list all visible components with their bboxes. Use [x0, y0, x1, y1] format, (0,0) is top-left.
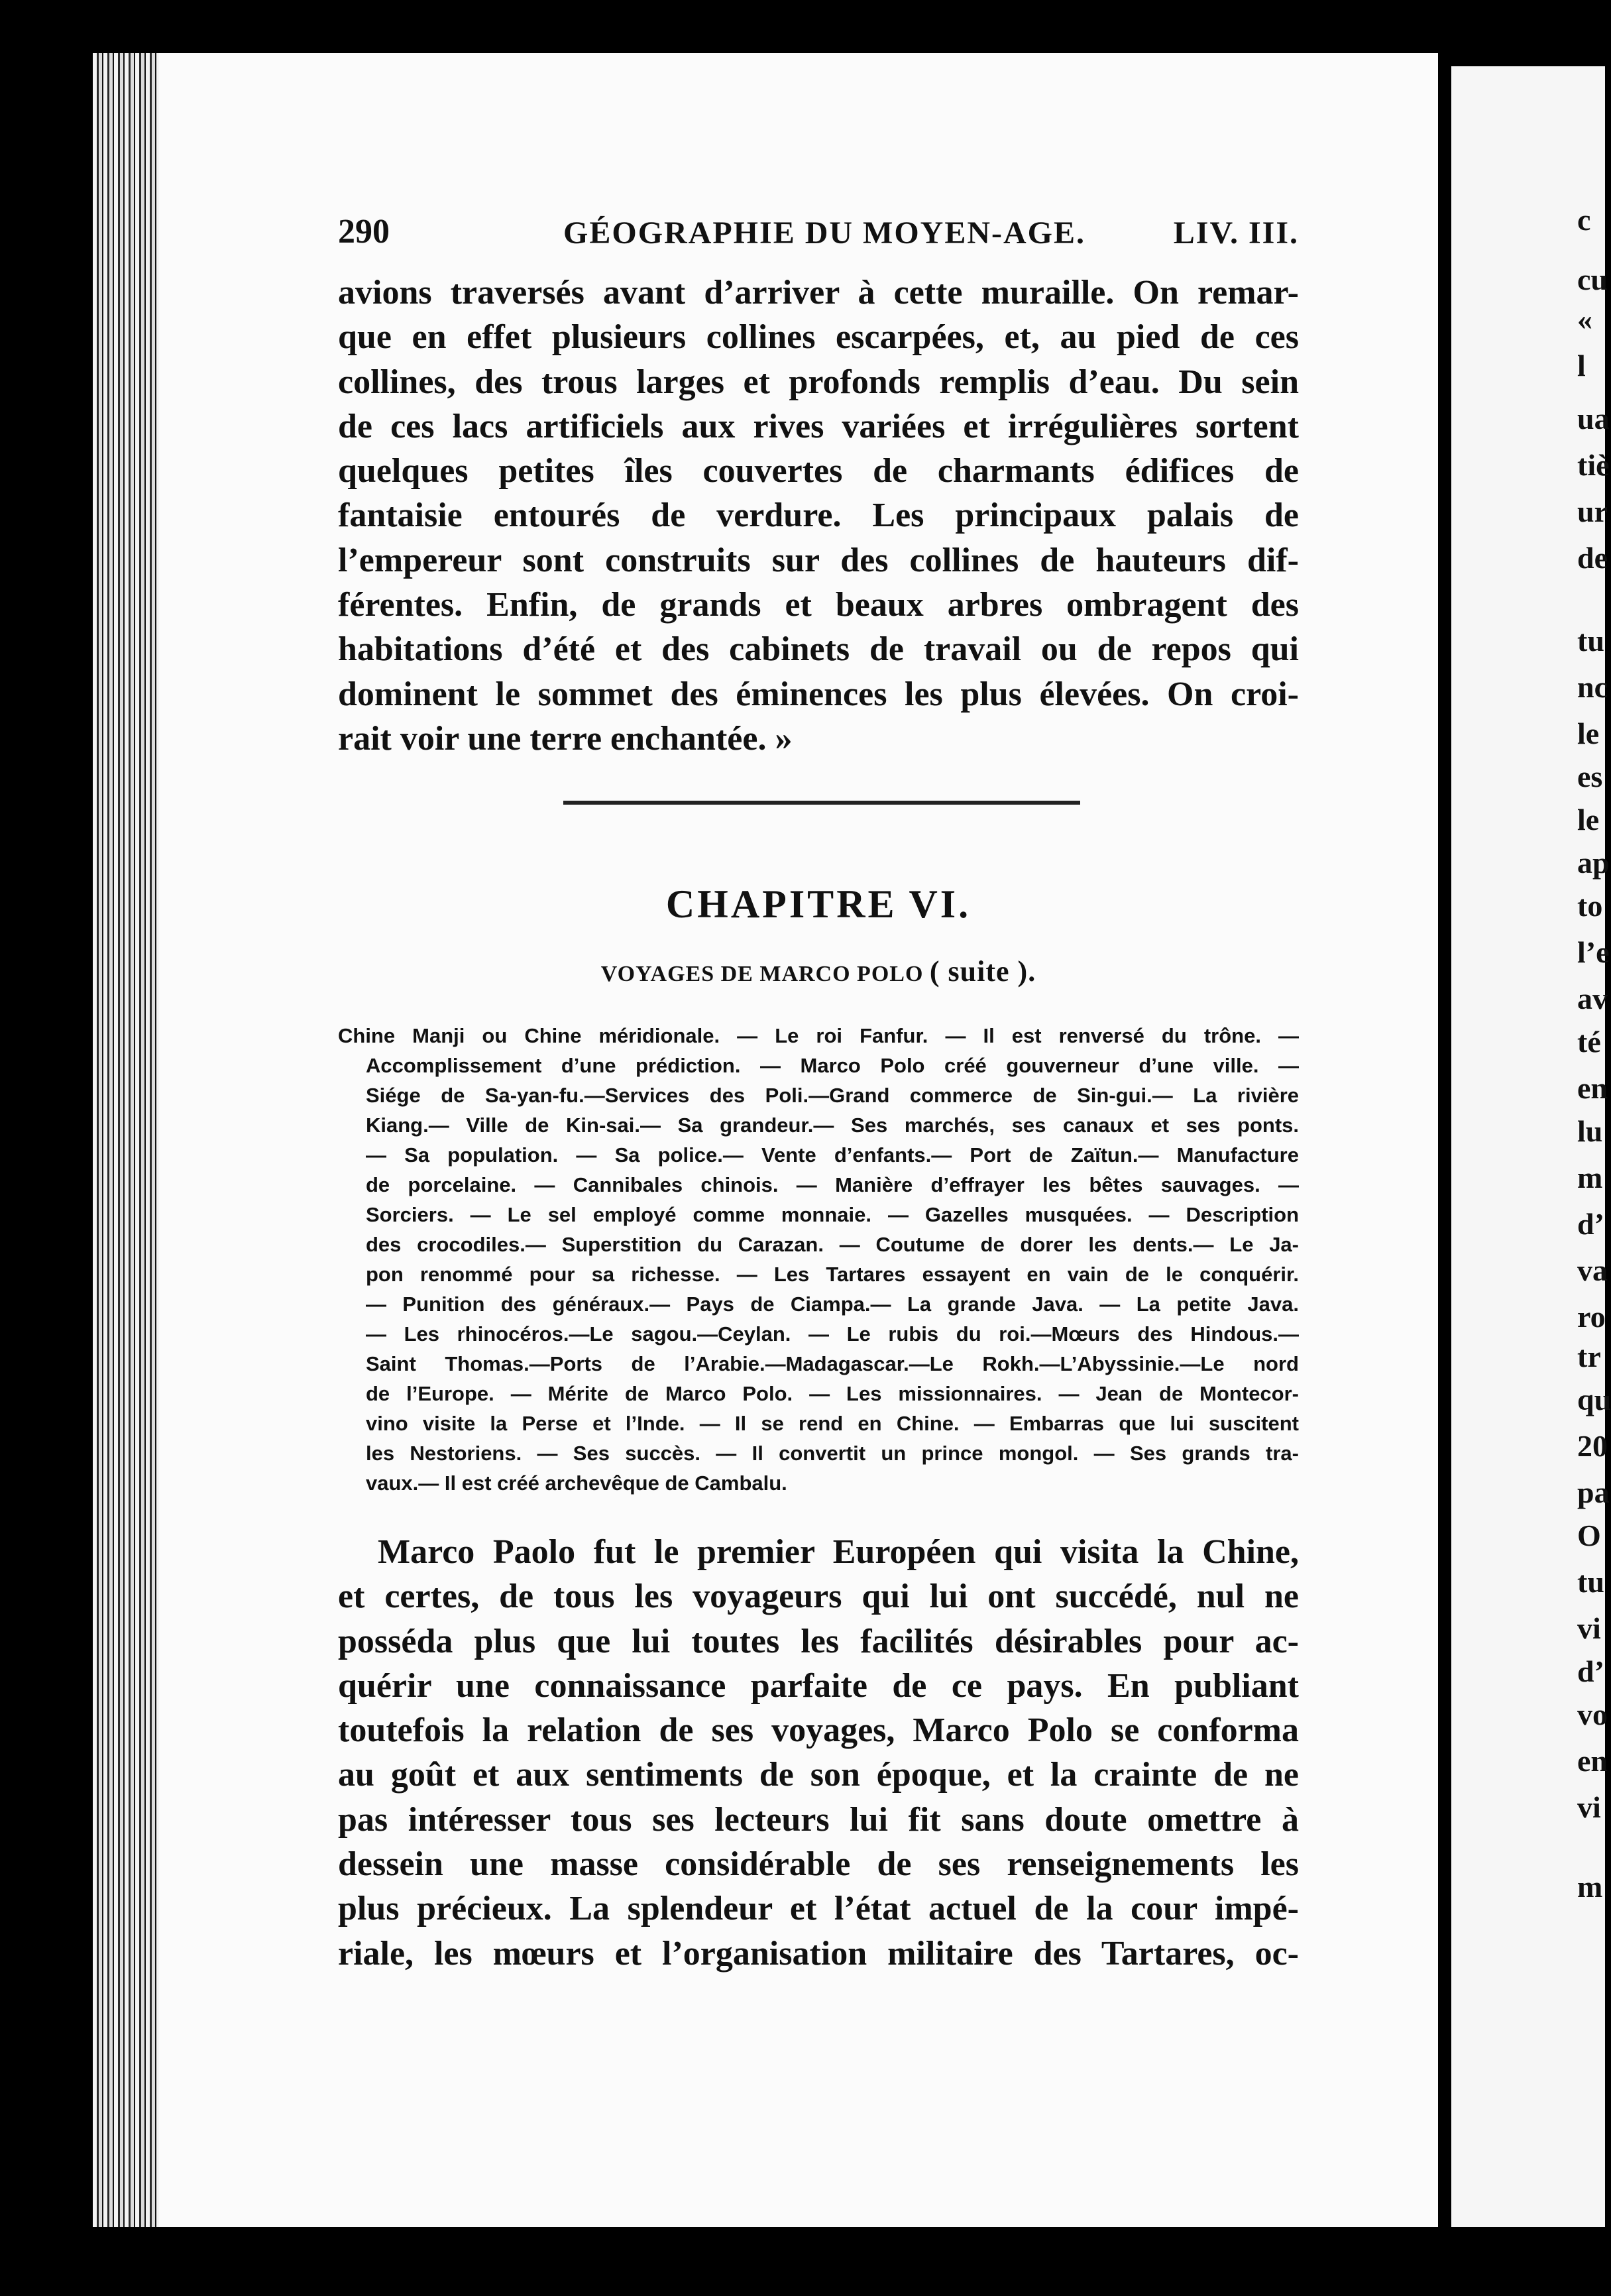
text-line: quelques petites îles couvertes de charmants édifices de [338, 452, 1299, 490]
summary-line: Chine Manji ou Chine méridionale. — Le roi Fanfur. — Il est renversé du trône. — [338, 1024, 1299, 1047]
facing-page-fragment: m [1577, 1870, 1603, 1904]
facing-page-fragment: d’ [1577, 1654, 1604, 1688]
text-line: que en effet plusieurs collines escarpées, et, au pied de ces [338, 318, 1299, 357]
text-line: posséda plus que lui toutes les facilités désirables pour ac- [338, 1622, 1299, 1660]
text-line: dessein une masse considérable de ses renseignements les [338, 1845, 1299, 1884]
facing-page-fragment: va [1577, 1253, 1608, 1287]
running-header [338, 212, 1299, 265]
text-line: plus précieux. La splendeur et l’état actuel de la cour impé- [338, 1890, 1299, 1928]
facing-page-fragment: ap [1577, 846, 1610, 880]
book-gutter [1438, 40, 1451, 2240]
facing-page-fragment: vi [1577, 1611, 1601, 1645]
facing-page-fragment: ur [1577, 494, 1608, 528]
text-line: férentes. Enfin, de grands et beaux arbres ombragent des [338, 586, 1299, 624]
facing-page-fragment: le [1577, 717, 1600, 750]
facing-page-fragment: « [1577, 302, 1592, 336]
facing-page-fragment: pa [1577, 1475, 1610, 1509]
text-line: et certes, de tous les voyageurs qui lui ont succédé, nul ne [338, 1578, 1299, 1616]
summary-line: vaux.— Il est créé archevêque de Cambalu. [366, 1471, 787, 1495]
summary-line: de porcelaine. — Cannibales chinois. — Manière d’effrayer les bêtes sauvages. — [366, 1173, 1299, 1196]
summary-line: Saint Thomas.—Ports de l’Arabie.—Madagascar.—Le Rokh.—L’Abyssinie.—Le nord [366, 1352, 1299, 1375]
running-title: GÉOGRAPHIE DU MOYEN-AGE. [563, 215, 1086, 251]
facing-page-fragment: 20 [1577, 1429, 1608, 1463]
chapter-summary [338, 1021, 1299, 1498]
text-line: au goût et aux sentiments de son époque, et la crainte de ne [338, 1756, 1299, 1794]
facing-page-fragment: ua [1577, 402, 1610, 435]
facing-page-fragment: vo [1577, 1697, 1608, 1731]
chapter-subtitle [338, 954, 1299, 988]
chapter-title: CHAPITRE VI. [665, 882, 972, 926]
facing-page-fragment: tr [1577, 1340, 1601, 1373]
summary-line: Accomplissement d’une prédiction. — Marco Polo créé gouverneur d’une ville. — [366, 1054, 1299, 1077]
text-line: quérir une connaissance parfaite de ce pays. En publiant [338, 1666, 1299, 1705]
summary-line: — Sa population. — Sa police.— Vente d’enfants.— Port de Zaïtun.— Manufacture [366, 1143, 1299, 1167]
page-number: 290 [338, 213, 390, 251]
facing-page-fragment: m [1577, 1161, 1603, 1194]
facing-page-fragment: ro [1577, 1300, 1606, 1334]
facing-page-fragment: l [1577, 349, 1586, 382]
text-line: Marco Paolo fut le premier Européen qui visita la Chine, [378, 1533, 1299, 1571]
paragraph-bottom [338, 1530, 1299, 1976]
summary-line: — Punition des généraux.— Pays de Ciampa.— La grande Java. — La petite Java. [366, 1292, 1299, 1316]
summary-line: — Les rhinocéros.—Le sagou.—Ceylan. — Le rubis du roi.—Mœurs des Hindous.— [366, 1322, 1299, 1346]
facing-page-fragment: tu [1577, 624, 1604, 658]
text-line: riale, les mœurs et l’organisation militaire des Tartares, oc- [338, 1934, 1299, 1973]
paragraph-top [338, 270, 1299, 761]
facing-page-fragment: tu [1577, 1565, 1604, 1599]
facing-page-fragment: nc [1577, 670, 1608, 704]
text-line: fantaisie entourés de verdure. Les principaux palais de [338, 496, 1299, 535]
facing-page-fragment: en [1577, 1071, 1608, 1105]
summary-line: de l’Europe. — Mérite de Marco Polo. — Les missionnaires. — Jean de Montecor- [366, 1382, 1299, 1405]
text-line: avions traversés avant d’arriver à cette muraille. On remar- [338, 274, 1299, 312]
book-number: LIV. III. [1173, 215, 1299, 251]
facing-page-fragment: tiè [1577, 448, 1610, 482]
text-line: de ces lacs artificiels aux rives variées et irrégulières sortent [338, 407, 1299, 445]
text-line: rait voir une terre enchantée. » [338, 719, 793, 758]
text-line: l’empereur sont construits sur des collines de hauteurs dif- [338, 541, 1299, 579]
facing-page-fragment: av [1577, 982, 1608, 1015]
summary-line: vino visite la Perse et l’Inde. — Il se rend en Chine. — Embarras que lui suscitent [366, 1412, 1299, 1435]
facing-page-fragment: de [1577, 541, 1608, 575]
subtitle-text: VOYAGES DE MARCO POLO [600, 962, 924, 986]
text-line: dominent le sommet des éminences les plus élevées. On croi- [338, 675, 1299, 713]
facing-page-fragment: O [1577, 1519, 1601, 1552]
summary-line: Sorciers. — Le sel employé comme monnaie. — Gazelles musquées. — Description [366, 1203, 1299, 1226]
facing-page-fragment: té [1577, 1025, 1601, 1059]
facing-page-fragment: to [1577, 889, 1603, 923]
facing-page-fragment: l’e [1577, 935, 1610, 969]
facing-page-fragment: qu [1577, 1383, 1611, 1416]
text-line: collines, des trous larges et profonds remplis d’eau. Du sein [338, 363, 1299, 401]
text-line: pas intéresser tous ses lecteurs lui fit sans doute omettre à [338, 1800, 1299, 1839]
subtitle-suffix: ( suite ). [929, 955, 1036, 988]
facing-page-fragment: d’ [1577, 1207, 1604, 1241]
facing-page-fragment: cu [1577, 262, 1608, 296]
page-edge-stack [93, 53, 166, 2227]
summary-line: Kiang.— Ville de Kin-sai.— Sa grandeur.— Ses marchés, ses canaux et ses ponts. [366, 1114, 1299, 1137]
summary-line: Siége de Sa-yan-fu.—Services des Poli.—Grand commerce de Sin-gui.— La rivière [366, 1084, 1299, 1107]
facing-page-fragment: le [1577, 803, 1600, 836]
summary-line: des crocodiles.— Superstition du Carazan. — Coutume de dorer les dents.— Le Ja- [366, 1233, 1299, 1256]
summary-line: pon renommé pour sa richesse. — Les Tartares essayent en vain de le conquérir. [366, 1263, 1299, 1286]
facing-page-fragment: es [1577, 760, 1603, 793]
facing-page-fragment: en [1577, 1744, 1608, 1778]
text-line: habitations d’été et des cabinets de travail ou de repos qui [338, 630, 1299, 669]
section-divider [563, 801, 1080, 805]
facing-page [1451, 66, 1611, 2227]
facing-page-fragment: vi [1577, 1790, 1601, 1824]
facing-page-fragment: c [1577, 203, 1591, 237]
text-line: toutefois la relation de ses voyages, Marco Polo se conforma [338, 1711, 1299, 1750]
facing-page-fragment: lu [1577, 1114, 1603, 1148]
summary-line: les Nestoriens. — Ses succès. — Il convertit un prince mongol. — Ses grands tra- [366, 1442, 1299, 1465]
